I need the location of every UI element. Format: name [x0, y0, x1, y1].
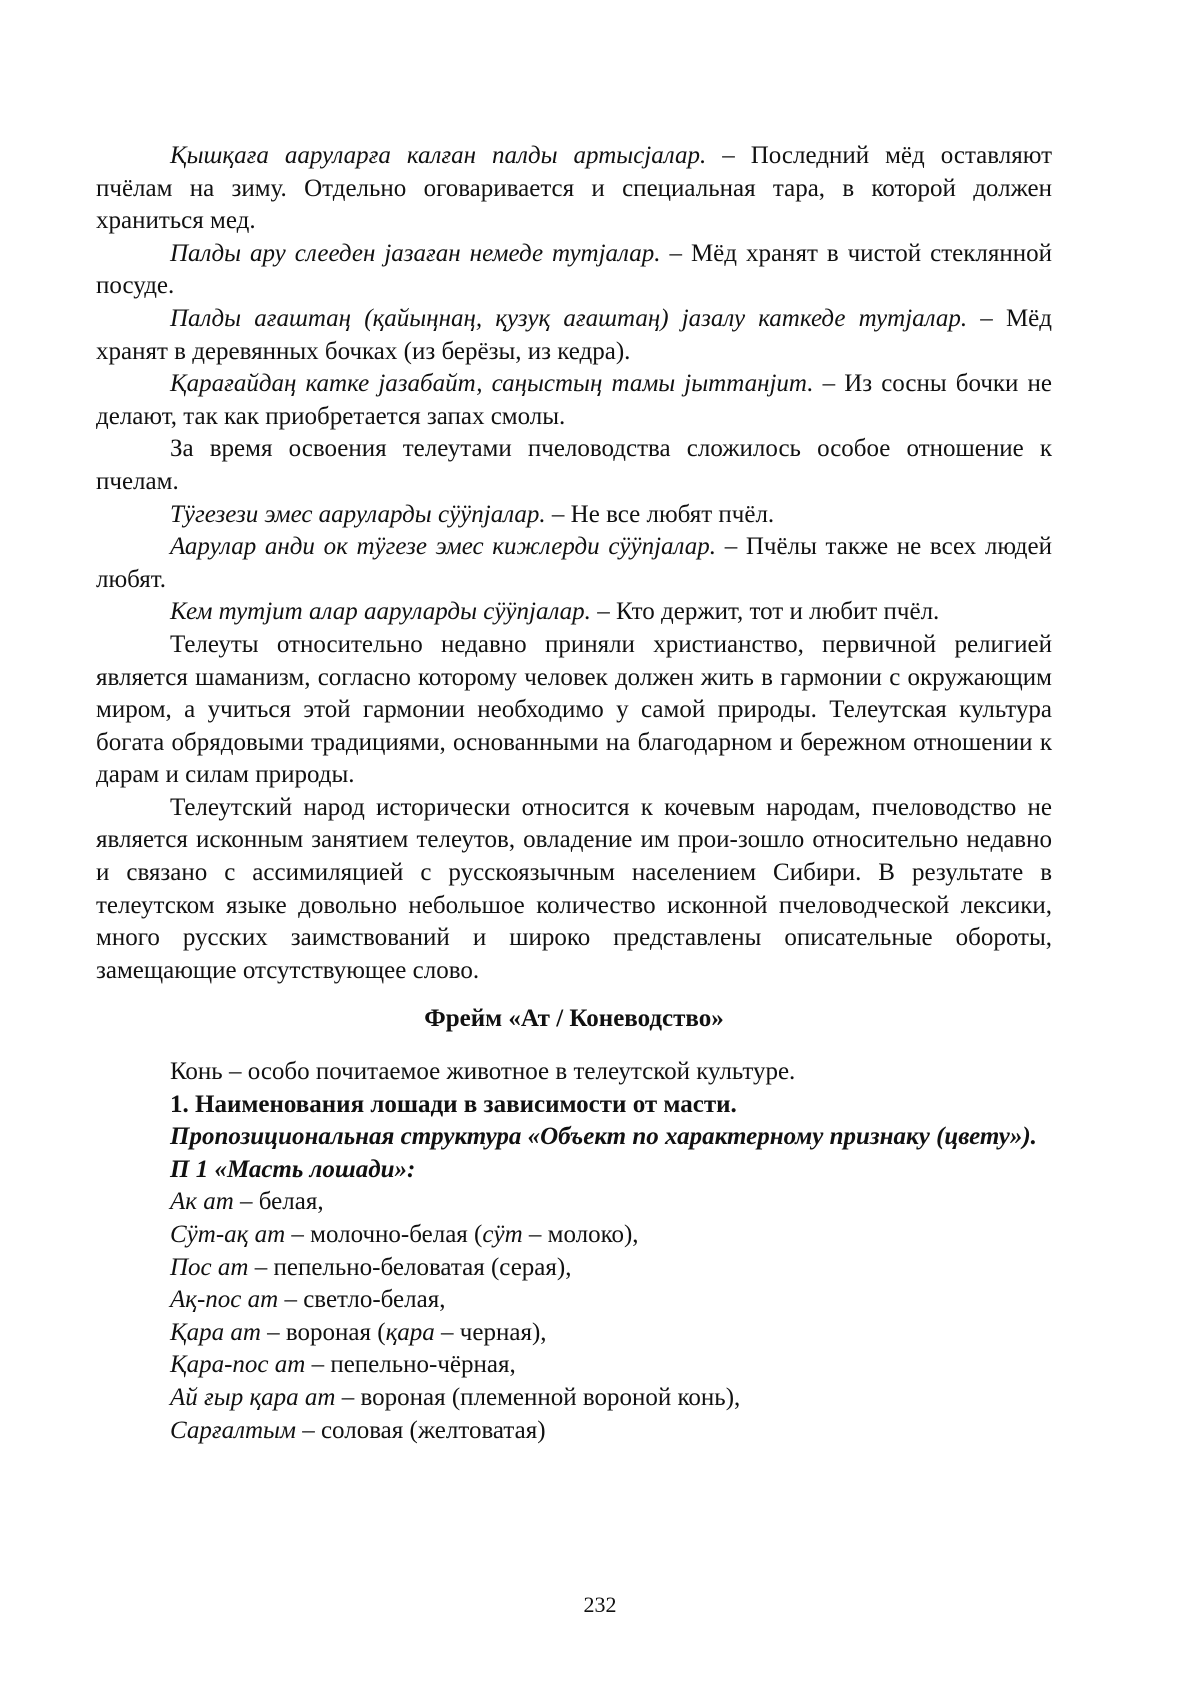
translation: – Не все любят пчёл.	[545, 500, 775, 528]
subheading: 1. Наименования лошади в зависимости от масти.	[170, 1090, 737, 1118]
frame-label: П 1 «Масть лошади»:	[170, 1155, 416, 1183]
paragraph	[96, 238, 1052, 303]
term: Сӱт-ақ ат	[170, 1221, 286, 1248]
term: Сарғалтым	[170, 1416, 296, 1444]
paragraph	[96, 499, 1052, 532]
translation: – Кто держит, тот и любит пчёл.	[590, 598, 940, 626]
term: Ай ғыр қара ат	[170, 1383, 336, 1411]
paragraph	[96, 531, 1052, 596]
list-item	[96, 1252, 1052, 1285]
list-item	[96, 1186, 1052, 1219]
teleut-phrase: Аарулар анди ок тӱгезе эмес кижлерди сӱӱпjалар.	[170, 533, 717, 561]
document-page	[96, 140, 1052, 1447]
structure-heading: Пропозициональная структура «Объект по характерному признаку (цвету»).	[170, 1123, 1037, 1151]
definition: – светло-белая,	[278, 1286, 446, 1314]
color-list	[96, 1186, 1052, 1447]
translation: – Мёд хранят в деревянных бочках (из берёзы, из кедра).	[96, 304, 1053, 365]
definition: – пепельно-чёрная,	[305, 1351, 516, 1379]
list-item	[96, 1415, 1052, 1448]
definition: – вороная (племенной вороной конь),	[335, 1383, 741, 1411]
teleut-phrase: Тӱгезези эмес ааруларды сӱӱпjалар.	[170, 500, 546, 528]
definition: – вороная (	[260, 1318, 386, 1346]
section-title: Фрейм «Ат / Коневодство»	[424, 1005, 724, 1033]
definition: – черная),	[434, 1318, 547, 1346]
definition: – молоко),	[522, 1221, 639, 1248]
list-item	[96, 1317, 1052, 1350]
teleut-phrase: Палды ару слееден jазаған немеде тутjалар.	[170, 239, 661, 267]
paragraph: За время освоения телеутами пчеловодства сложилось особое отношение к пчелам.	[96, 435, 1052, 495]
teleut-phrase: Палды ағаштаң (қайыңнаң, қузуқ ағаштаң) jазалу каткеде тутjалар.	[170, 304, 968, 332]
page-number: 232	[583, 1592, 617, 1617]
paragraph: Телеуты относительно недавно приняли христианство, первичной религией является шаманизм, согласно которому человек должен жить в гармонии с окружающим миром, а учиться этой гармонии необходимо у самой природы. Телеутская культура богата обрядовыми традициями, основанными на благодарном и бережном отношении к дарам и силам природы.	[96, 630, 1052, 789]
translation: – Последний мёд оставляют пчёлам на зиму. Отдельно оговаривается и специальная тара, в которой должен храниться мед.	[96, 142, 1053, 235]
paragraph	[96, 303, 1052, 368]
term: Ак ат	[170, 1188, 234, 1216]
definition: – белая,	[233, 1188, 324, 1216]
teleut-phrase: Қарағайдаң катке jазабайт, саңыстың тамы jыттанjит.	[170, 370, 814, 398]
teleut-phrase: Қышқаға ааруларға калған палды артысjалар.	[170, 142, 707, 169]
teleut-phrase: Кем тутjит алар ааруларды сӱӱпjалар.	[170, 598, 591, 626]
list-item	[96, 1284, 1052, 1317]
term: Қара ат	[170, 1318, 261, 1346]
paragraph	[96, 596, 1052, 629]
list-item	[96, 1382, 1052, 1415]
term: қара	[385, 1318, 435, 1346]
definition: – молочно-белая (	[285, 1221, 483, 1248]
list-item	[96, 1349, 1052, 1382]
list-item	[96, 1219, 1052, 1252]
term: сӱт	[482, 1221, 523, 1248]
term: Ақ-пос ат	[170, 1286, 279, 1314]
paragraph: Телеутский народ исторически относится к кочевым народам, пчеловодство не является исконным занятием телеутов, овладение им прои-зошло относительно недавно и связано с ассимиляцией с русскоязычным населением Сибири. В результате в телеутском языке довольно небольшое количество исконной пчеловодческой лексики, много русских заимствований и широко представлены описательные обороты, замещающие отсутствующее слово.	[96, 793, 1052, 984]
definition: – соловая (желтоватая)	[295, 1416, 546, 1444]
translation: – Из сосны бочки не делают, так как приобретается запах смолы.	[96, 370, 1052, 430]
term: Пос ат	[170, 1253, 249, 1281]
translation: – Пчёлы также не всех людей любят.	[96, 533, 1052, 593]
paragraph	[96, 368, 1052, 433]
paragraph	[96, 140, 1052, 238]
term: Қара-пос ат	[170, 1351, 306, 1379]
intro-sentence: Конь – особо почитаемое животное в телеутской культуре.	[170, 1058, 796, 1086]
definition: – пепельно-беловатая (серая),	[248, 1253, 572, 1281]
translation: – Мёд хранят в чистой стеклянной посуде.	[96, 239, 1052, 300]
